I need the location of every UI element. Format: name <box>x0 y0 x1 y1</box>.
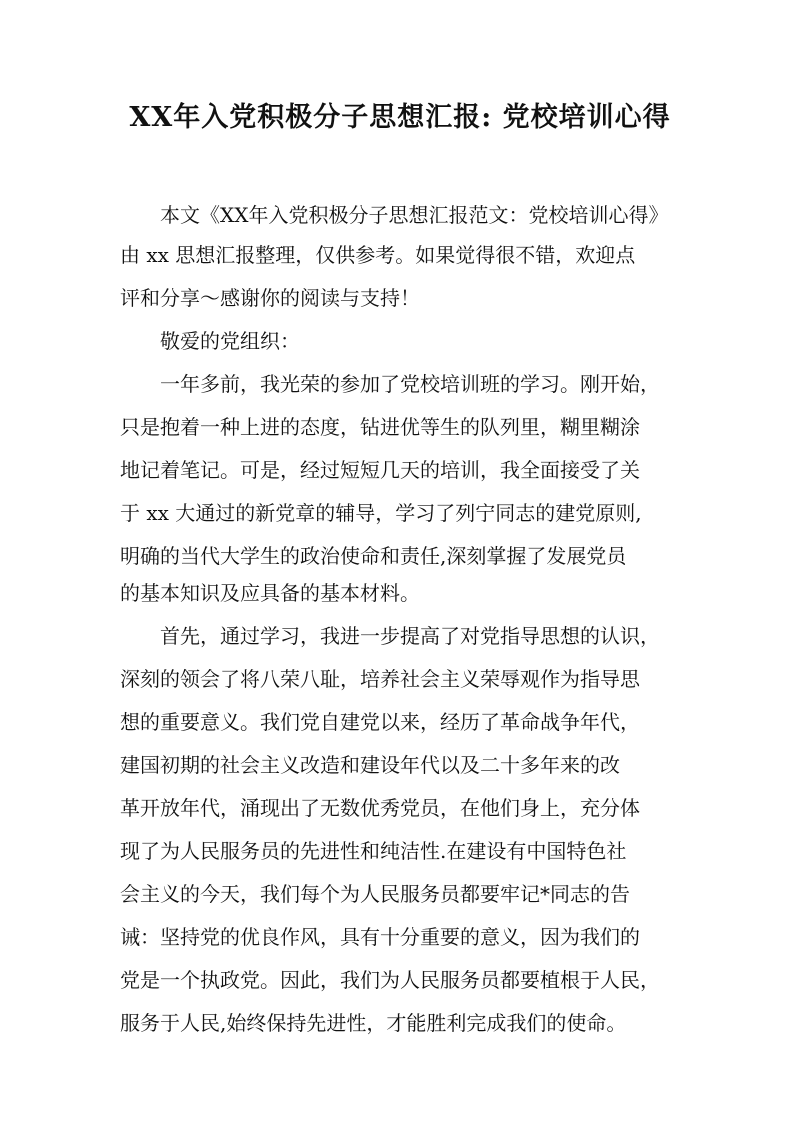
text-line-intro-3: 评和分享～感谢你的阅读与支持！ <box>120 286 420 310</box>
text-line-p1-2: 只是抱着一种上进的态度，钻进优等生的队列里，糊里糊涂 <box>120 415 640 439</box>
text-line-intro-2: 由 xx 思想汇报整理，仅供参考。如果觉得很不错，欢迎点 <box>120 243 636 267</box>
text-line-intro-1: 本文《XX年入党积极分子思想汇报范文：党校培训心得》 <box>120 203 669 227</box>
text-line-p2-1: 首先，通过学习，我进一步提高了对党指导思想的认识， <box>120 624 660 648</box>
text-line-p2-9: 党是一个执政党。因此，我们为人民服务员都要植根于人民， <box>120 968 660 992</box>
text-line-p1-4: 于 xx 大通过的新党章的辅导，学习了列宁同志的建党原则, <box>120 501 642 525</box>
text-line-p2-6: 现了为人民服务员的先进性和纯洁性.在建设有中国特色社 <box>120 839 627 863</box>
text-line-p2-10: 服务于人民,始终保持先进性，才能胜利完成我们的使命。 <box>120 1011 627 1035</box>
text-line-p2-5: 革开放年代，涌现出了无数优秀党员，在他们身上，充分体 <box>120 796 640 820</box>
text-line-p1-3: 地记着笔记。可是，经过短短几天的培训，我全面接受了关 <box>120 458 640 482</box>
text-line-p2-3: 想的重要意义。我们党自建党以来，经历了革命战争年代， <box>120 710 640 734</box>
document-title: XX年入党积极分子思想汇报: 党校培训心得 <box>129 102 671 133</box>
text-line-p2-8: 诫：坚持党的优良作风，具有十分重要的意义，因为我们的 <box>120 925 640 949</box>
text-line-p1-5: 明确的当代大学生的政治使命和责任,深刻掌握了发展党员 <box>120 544 627 568</box>
text-line-p2-7: 会主义的今天，我们每个为人民服务员都要牢记*同志的告 <box>120 882 630 906</box>
text-line-salutation: 敬爱的党组织： <box>120 329 300 353</box>
text-line-p1-6: 的基本知识及应具备的基本材料。 <box>120 581 420 605</box>
text-line-p1-1: 一年多前，我光荣的参加了党校培训班的学习。刚开始， <box>120 372 660 396</box>
text-line-p2-2: 深刻的领会了将八荣八耻，培养社会主义荣辱观作为指导思 <box>120 667 640 691</box>
text-line-p2-4: 建国初期的社会主义改造和建设年代以及二十多年来的改 <box>120 753 620 777</box>
